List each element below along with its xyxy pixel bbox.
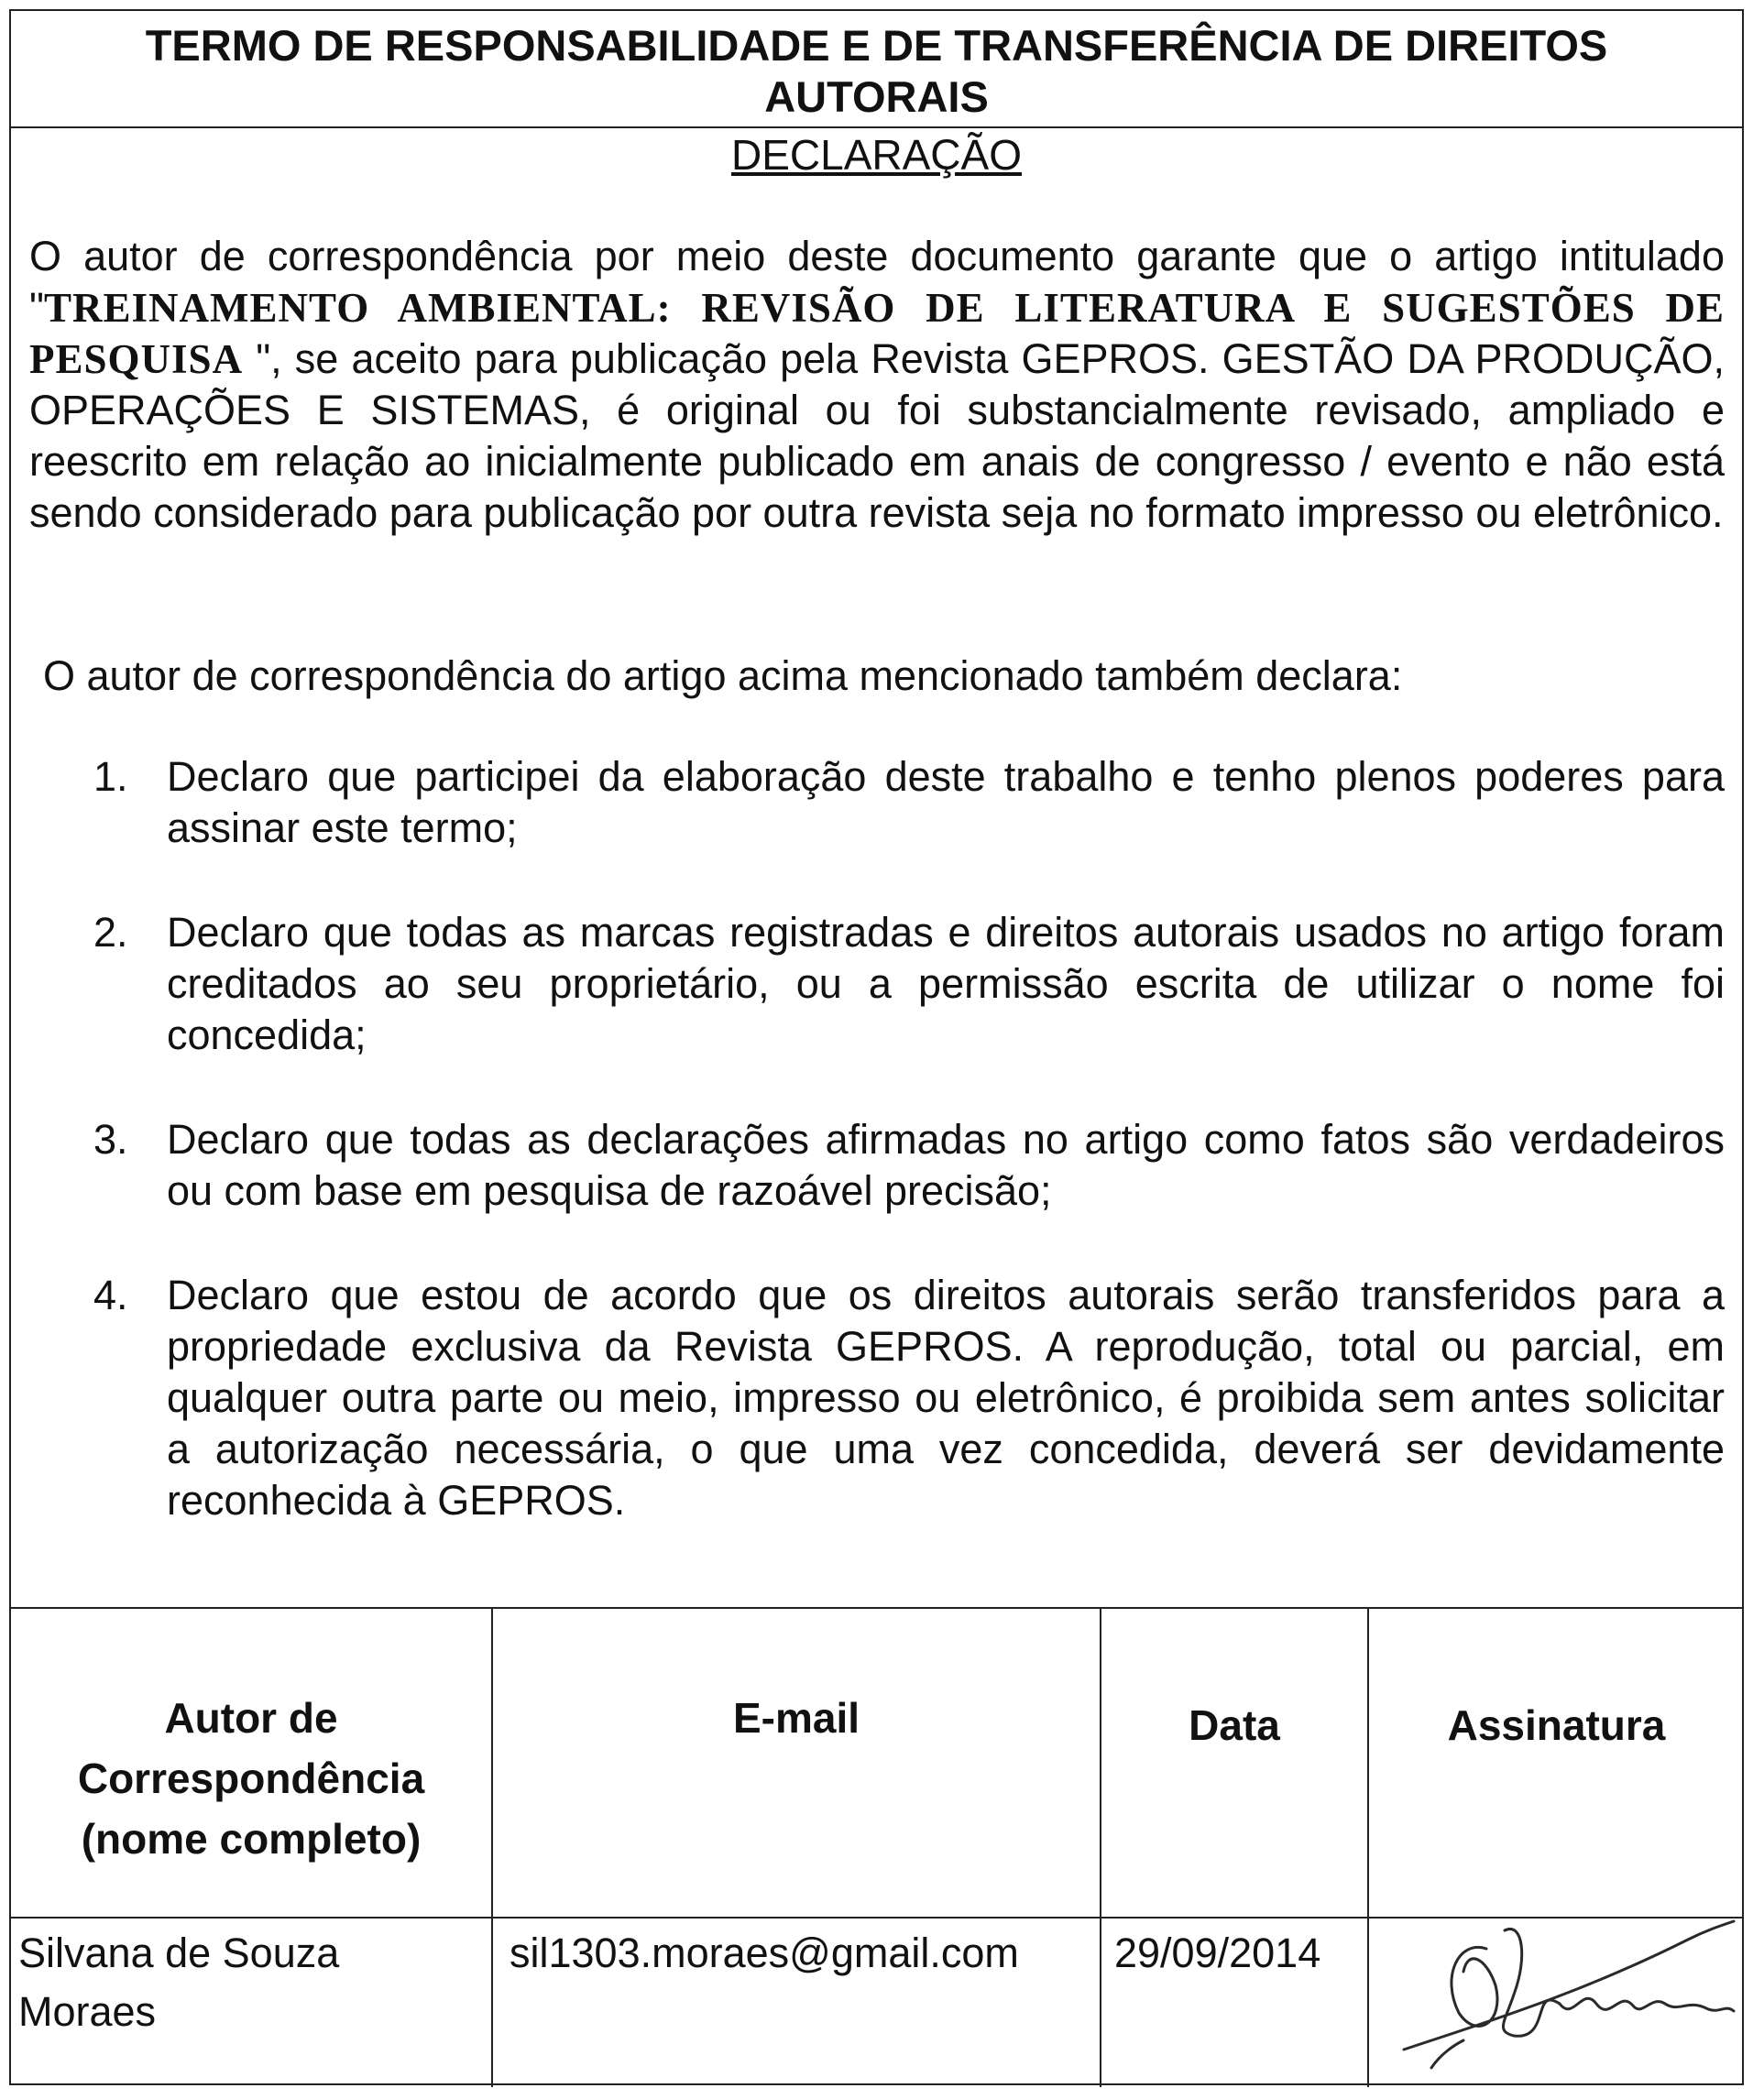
table-column-divider xyxy=(1100,1607,1101,2087)
item-text: Declaro que todas as declarações afirmadas no artigo como fatos são verdadeiros ou com base em pesquisa de razoável precisão; xyxy=(167,1116,1725,1214)
declaration-item xyxy=(93,1114,1725,1217)
intro-text-end: ", se aceito para publicação pela Revista GEPROS. GESTÃO DA PRODUÇÃO, OPERAÇÕES E SISTEMAS, é original ou foi substancialmente revisado, ampliado e reescrito em relação ao inicialmente publicado em anais de congresso / evento e não está sendo considerado para publicação por outra revista seja no formato impresso ou eletrônico. xyxy=(29,335,1725,536)
title-line-2: AUTORAIS xyxy=(764,72,989,121)
item-number: 2. xyxy=(93,909,128,956)
header-author-line: Correspondência xyxy=(77,1755,425,1802)
article-title: TREINAMENTO AMBIENTAL: REVISÃO DE LITERATURA E SUGESTÕES DE PESQUISA xyxy=(29,285,1725,382)
header-author-line: (nome completo) xyxy=(81,1815,422,1863)
table-column-divider xyxy=(1367,1607,1369,2087)
author-name-line: Silvana de Souza xyxy=(18,1930,340,1976)
date-cell: 29/09/2014 xyxy=(1114,1930,1321,1976)
item-number: 4. xyxy=(93,1272,128,1318)
header-author xyxy=(11,1688,491,1869)
declaration-form xyxy=(9,9,1744,2085)
declaration-lead: O autor de correspondência do artigo acima mencionado também declara: xyxy=(43,652,1403,699)
document-title xyxy=(11,11,1742,128)
section-heading: DECLARAÇÃO xyxy=(731,131,1022,179)
author-name-cell xyxy=(18,1924,486,2041)
header-email: E-mail xyxy=(732,1694,860,1742)
author-name-line: Moraes xyxy=(18,1988,157,2035)
handwritten-signature xyxy=(1376,1885,1743,2077)
table-top-border xyxy=(11,1607,1742,1609)
item-text: Declaro que participei da elaboração deste trabalho e tenho plenos poderes para assinar este termo; xyxy=(167,753,1725,851)
declaration-item xyxy=(93,751,1725,854)
header-author-line: Autor de xyxy=(164,1694,338,1742)
item-text: Declaro que estou de acordo que os direitos autorais serão transferidos para a propriedade exclusiva da Revista GEPROS. A reprodução, total ou parcial, em qualquer outra parte ou meio, impresso ou eletrônico, é proibida sem antes solicitar a autorização necessária, o que uma vez concedida, deverá ser devidamente reconhecida à GEPROS. xyxy=(167,1272,1725,1524)
email-cell: sil1303.moraes@gmail.com xyxy=(509,1930,1019,1976)
intro-text-start: O autor de correspondência por meio deste documento garante que o artigo intitulado " xyxy=(29,233,1725,331)
declaration-item xyxy=(93,1270,1725,1526)
item-number: 1. xyxy=(93,753,128,800)
header-date: Data xyxy=(1189,1701,1280,1749)
intro-paragraph xyxy=(29,231,1725,539)
item-number: 3. xyxy=(93,1116,128,1163)
table-column-divider xyxy=(491,1607,493,2087)
header-signature: Assinatura xyxy=(1447,1701,1666,1749)
declaration-item xyxy=(93,907,1725,1061)
item-text: Declaro que todas as marcas registradas e direitos autorais usados no artigo foram creditados ao seu proprietário, ou a permissão escrita de utilizar o nome foi concedida; xyxy=(167,909,1725,1058)
title-line-1: TERMO DE RESPONSABILIDADE E DE TRANSFERÊNCIA DE DIREITOS xyxy=(145,21,1608,70)
